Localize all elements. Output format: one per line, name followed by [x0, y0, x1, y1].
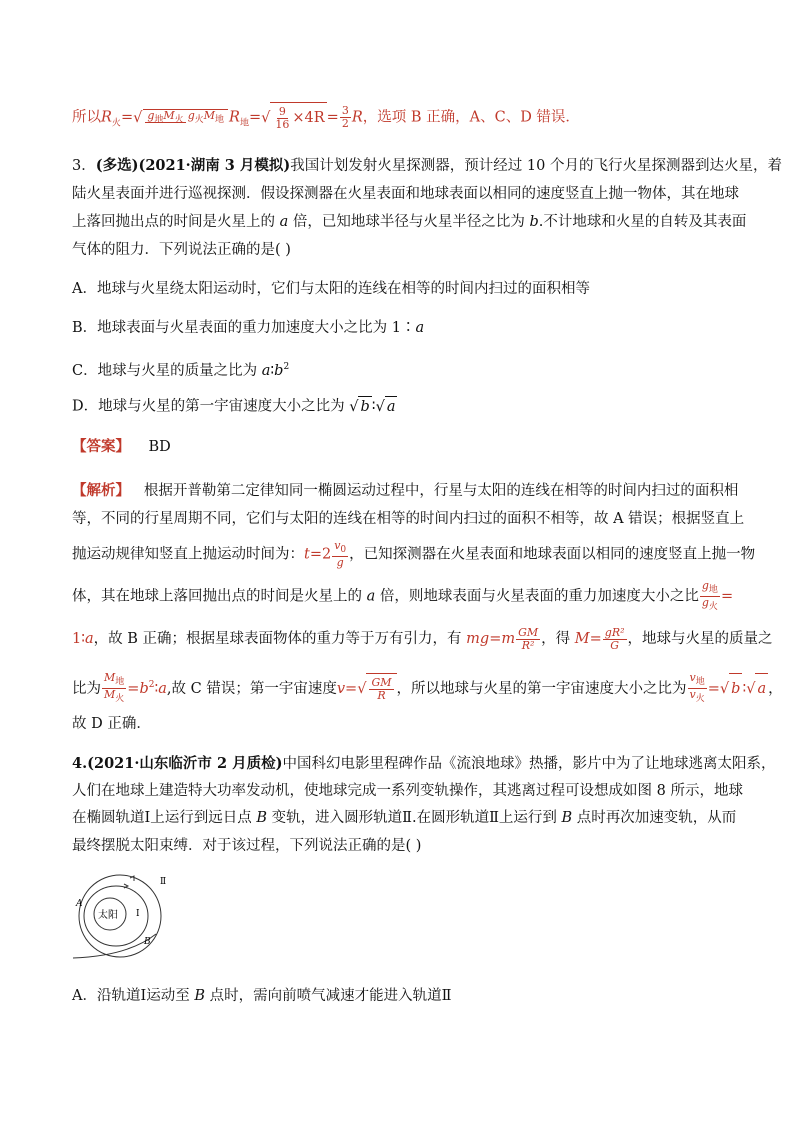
an5-text: ，故 B 正确；根据星球表面物体的重力等于万有引力，有 — [93, 631, 467, 647]
an6-end: ， — [768, 680, 783, 697]
an6-colon2: ∶ — [742, 680, 747, 697]
an4-text: 体，其在地球上落回抛出点的时间是火星上的 — [72, 588, 367, 605]
analysis-tag: 【解析】 — [72, 482, 130, 499]
an5-gm: GM — [518, 625, 539, 639]
an6-v: v — [336, 680, 346, 697]
q4-b2: B — [561, 810, 573, 826]
an6-M2: M — [104, 688, 116, 702]
q3-analysis-6: 比为 $\frac{M_地}{M_火}$ $=b^2∶a$,故 C 错误；第一宇宙速度v=√ $\frac{GM}{R}$ ，所以地球与火星的第一宇宙速度大小之比为 $\frac{v_地}{v_火}$ =√ b ∶√ a ， — [72, 671, 783, 705]
sqrt-9-16: √ $\frac{9}{16}$ ×4R — [261, 102, 327, 133]
an5-a: a — [85, 631, 94, 647]
sqrt-gm-ratio: √ $g_地M_火$ $g_火M_地$ — [133, 103, 229, 133]
q3-source: (2021·湖南 3 月模拟) — [138, 157, 291, 174]
an5-r2: R² — [521, 638, 535, 652]
an5-G: G — [610, 638, 620, 652]
frac-3: 3 — [341, 104, 349, 117]
an6-M1: M — [104, 671, 116, 685]
q3-line4: 气体的阻力．下列说法正确的是( ) — [72, 242, 291, 258]
optd-text: D．地球与火星的第一宇宙速度大小之比为 — [72, 398, 350, 415]
text-prefix: 所以 — [72, 109, 101, 126]
an6-text3: ，所以地球与火星的第一宇宙速度大小之比为 — [396, 680, 687, 697]
an6-sqrt-a: a — [755, 673, 768, 704]
an3-v0: 0 — [340, 545, 347, 556]
eq2: = — [248, 109, 262, 126]
q4-source: (2021·山东临沂市 2 月质检) — [87, 755, 283, 772]
q3-line1 — [72, 156, 782, 176]
q4-text3a: 在椭圆轨道Ⅰ上运行到远日点 — [72, 810, 257, 826]
an6-sqrt-b: b — [729, 673, 742, 704]
an3-t: t — [304, 546, 310, 563]
sub-di3: 地 — [239, 118, 249, 129]
text-suffix: ，选项 B 正确，A、C、D 错误． — [362, 109, 580, 126]
optd-colon: ∶ — [371, 398, 376, 415]
q4-opta-text: A．沿轨道Ⅰ运动至 — [72, 988, 195, 1004]
an3-g: g — [336, 556, 344, 570]
an3-v: v — [334, 539, 341, 552]
q3-line3 — [72, 212, 746, 232]
sub-di: 地 — [154, 115, 164, 126]
q4-b1: B — [256, 810, 267, 826]
analysis-text1: 根据开普勒第二定律知同一椭圆运动过程中，行星与太阳的连线在相等的时间内扫过的面积相 — [143, 483, 739, 499]
an5-gr2: gR² — [604, 625, 625, 639]
an6-eq3: = — [707, 680, 720, 697]
q3-line2: 陆火星表面并进行巡视探测．假设探测器在火星表面和地球表面以相同的速度竖直上抛一物体，其在地球 — [72, 186, 739, 202]
frac-2: 2 — [341, 117, 349, 130]
optc-var-a: a — [261, 362, 271, 379]
an6-colon: ∶ — [154, 680, 159, 697]
an6-vs2: 火 — [695, 694, 705, 705]
an5-text2: ，得 — [541, 631, 575, 647]
optd-sqrt-a: a — [385, 396, 398, 417]
an6-r: R — [377, 688, 386, 702]
eq: = — [120, 109, 134, 126]
an6-eq: = — [127, 680, 140, 697]
label-b: B — [144, 937, 151, 947]
label-a: A — [76, 899, 83, 909]
optc-sup: 2 — [283, 362, 290, 372]
optd-sqrt-b: b — [358, 396, 371, 417]
an3-eq: =2 — [309, 546, 332, 563]
frac-16: 16 — [275, 117, 290, 131]
an6-b: b — [139, 680, 149, 697]
q4-line2: 人们在地球上建造特大功率发动机，使地球完成一系列变轨操作，其逃离过程可设想成如图 8 所示，地球 — [72, 783, 743, 799]
q4-opta-b: B — [194, 988, 205, 1004]
an3-text2: ，已知探测器在火星表面和地球表面以相同的速度竖直上抛一物 — [349, 546, 756, 563]
q3-option-d: D．地球与火星的第一宇宙速度大小之比为 √ b ∶√ a — [72, 396, 397, 417]
label-sun: 太阳 — [98, 910, 118, 921]
answer-tag: 【答案】 — [72, 438, 130, 455]
eq3: = — [326, 109, 339, 126]
q3-analysis-1 — [72, 481, 738, 501]
q3-option-c — [72, 357, 289, 381]
sub-di2: 地 — [215, 115, 225, 126]
an6-v1: v — [689, 671, 696, 685]
q4-option-a — [72, 986, 451, 1006]
var-a: a — [279, 214, 289, 230]
q3-option-a: A．地球与火星绕太阳运动时，它们与太阳的连线在相等的时间内扫过的面积相等 — [72, 281, 590, 297]
an4-s2: 火 — [708, 602, 718, 613]
q3-analysis-2: 等，不同的行星周期不同，它们与太阳的连线在相等的时间内扫过的面积不相等，故 A 错误；根据竖直上 — [72, 511, 745, 527]
g-top: g — [147, 108, 155, 122]
an4-g1: g — [701, 579, 709, 592]
an5-eq: = — [489, 631, 502, 647]
an5-eq2: = — [589, 631, 602, 647]
q3-number: 3． — [72, 158, 96, 174]
sub-huo3: 火 — [194, 115, 204, 126]
q4-opta-text2: 点时，需向前喷气减速才能进入轨道Ⅱ — [204, 988, 452, 1004]
optc-text: C．地球与火星的质量之比为 — [72, 362, 262, 379]
times-4r: ×4R — [292, 110, 325, 126]
optb-var: a — [415, 320, 425, 336]
q3-answer — [72, 437, 171, 457]
q4-text3c: 点时再次加速变轨，从而 — [572, 810, 737, 826]
g-bot: g — [187, 108, 195, 122]
r-3: R — [351, 109, 363, 126]
q3-option-b — [72, 318, 424, 338]
m-bot: M — [203, 108, 216, 122]
an5-text3: ，地球与火星的质量之 — [627, 631, 773, 647]
q4-line4: 最终摆脱太阳束缚．对于该过程，下列说法正确的是( ) — [72, 838, 422, 854]
answer-value: BD — [148, 439, 171, 455]
an5-m: m — [501, 631, 516, 647]
an4-s1: 地 — [708, 585, 718, 596]
sub-huo: 火 — [111, 118, 121, 129]
an6-sup: 2 — [148, 680, 155, 690]
q4-text1: 中国科幻电影里程碑作品《流浪地球》热播，影片中为了让地球逃离太阳系， — [282, 756, 776, 772]
q3-multi-tag: (多选) — [95, 157, 139, 174]
an5-M: M — [574, 631, 590, 647]
orbit-figure — [68, 872, 178, 964]
optc-colon: ∶ — [270, 362, 275, 379]
an5-ratio: 1∶ — [72, 631, 85, 647]
m-top: M — [163, 108, 175, 122]
q3-analysis-3 — [72, 540, 755, 569]
q3-text3b: 倍，已知地球半径与火星半径之比为 — [288, 214, 530, 230]
q3-text3c: .不计地球和火星的自转及其表面 — [538, 214, 747, 230]
frac-9: 9 — [278, 104, 286, 118]
an6-s1: 地 — [115, 677, 125, 688]
an4-text2: 倍，则地球表面与火星表面的重力加速度大小之比 — [375, 588, 699, 605]
an6-eq2: = — [345, 680, 358, 697]
sub-huo2: 火 — [174, 115, 184, 126]
q4-line3 — [72, 808, 736, 828]
q4-line1 — [72, 754, 775, 774]
q4-text3b: 变轨，进入圆形轨道Ⅱ.在圆形轨道Ⅱ上运行到 — [267, 810, 562, 826]
an4-a: a — [366, 588, 376, 605]
q3-analysis-4 — [72, 580, 733, 613]
an6-vs1: 地 — [695, 677, 705, 688]
label-orbit-ii: Ⅱ — [160, 877, 167, 887]
q3-analysis-5 — [72, 624, 773, 654]
formula-line-r-huo — [72, 102, 580, 138]
an3-text: 抛运动规律知竖直上抛运动时间为： — [72, 546, 304, 563]
label-orbit-i: Ⅰ — [136, 909, 140, 919]
var-b: b — [529, 214, 539, 230]
r-di: R — [229, 109, 240, 126]
an4-eq: = — [720, 588, 734, 605]
q3-text1: 我国计划发射火星探测器，预计经过 10 个月的飞行火星探测器到达火星，着 — [290, 158, 782, 174]
an6-a: a — [158, 680, 167, 697]
r-symbol: R — [101, 109, 112, 126]
an6-v2: v — [689, 688, 696, 702]
q3-analysis-7: 故 D 正确． — [72, 716, 151, 732]
q4-number: 4. — [72, 755, 88, 772]
an6-text: 比为 — [72, 680, 101, 697]
optb-text: B．地球表面与火星表面的重力加速度大小之比为 1∶ — [72, 320, 416, 336]
an4-g2: g — [701, 596, 709, 610]
an6-s2: 火 — [115, 694, 125, 705]
q3-text3a: 上落回抛出点的时间是火星上的 — [72, 214, 280, 230]
optc-var-b: b — [274, 362, 284, 379]
an5-mg: mg — [466, 631, 490, 647]
an6-text2: ,故 C 错误；第一宇宙速度 — [166, 680, 337, 697]
an6-gm: GM — [371, 675, 392, 689]
